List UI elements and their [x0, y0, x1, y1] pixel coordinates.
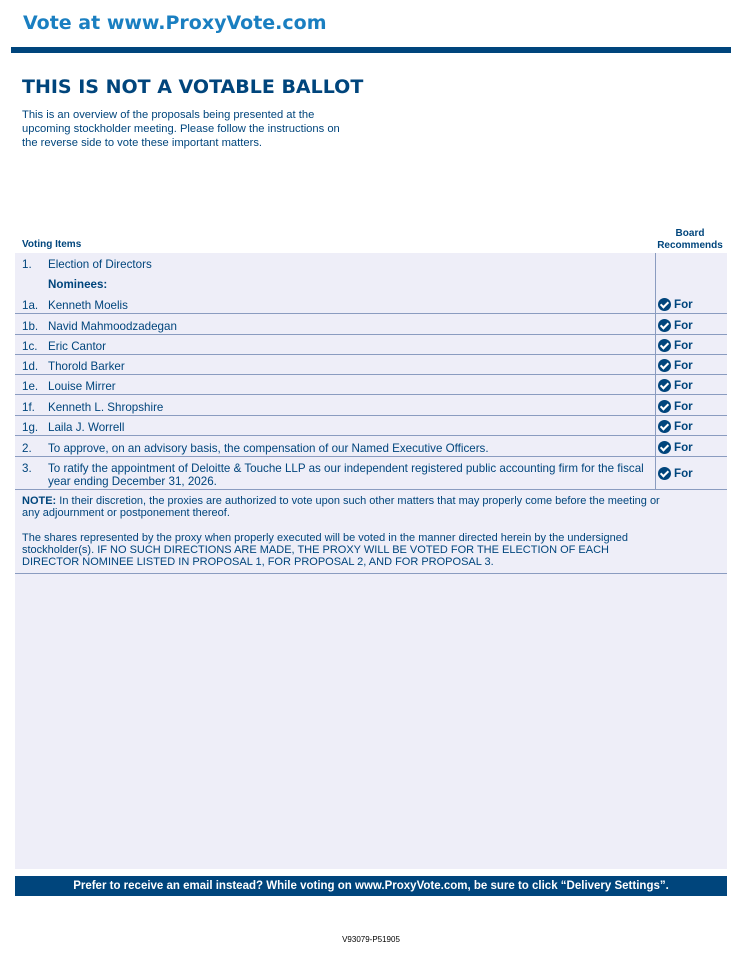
item-number: 1a. — [22, 299, 39, 312]
header-rule — [11, 47, 731, 53]
item-text: Laila J. Worrell — [48, 421, 125, 434]
proposal-row — [15, 440, 727, 457]
item-number: 2. — [22, 442, 32, 455]
note-label: NOTE: — [22, 495, 57, 507]
shares-paragraph: The shares represented by the proxy when properly executed will be voted in the manner directed herein by the undersigned stockholder(s). IF NO SUCH DIRECTIONS ARE MADE, THE PROXY WILL BE VOTED FOR THE ELECTION OF EACH DIRECTOR NOMINEE LISTED IN PROPOSAL 1, FOR PROPOSAL 2, AND FOR PROPOSAL 3. — [22, 532, 628, 568]
recommendation — [658, 400, 693, 413]
recommendation — [658, 298, 693, 311]
recommendation-text: For — [674, 298, 693, 311]
ballot-title: THIS IS NOT A VOTABLE BALLOT — [22, 76, 364, 98]
proposal-row — [15, 378, 727, 395]
item-text: To ratify the appointment of Deloitte & Touche LLP as our independent registered public accounting firm for the fiscal year ending December 31, 2026. — [48, 462, 644, 488]
recommendation-text: For — [674, 379, 693, 392]
checkmark-icon — [658, 400, 671, 413]
item-number: 3. — [22, 462, 32, 475]
item-row-1 — [15, 258, 727, 272]
intro-line: This is an overview of the proposals being presented at the — [22, 109, 315, 121]
delivery-settings-banner: Prefer to receive an email instead? While voting on www.ProxyVote.com, be sure to click “Delivery Settings”. — [15, 876, 727, 896]
proposal-row — [15, 318, 727, 335]
checkmark-icon — [658, 359, 671, 372]
checkmark-icon — [658, 467, 671, 480]
note-paragraph — [22, 495, 662, 519]
proposal-row — [15, 297, 727, 314]
recommendation — [658, 379, 693, 392]
checkmark-icon — [658, 298, 671, 311]
proposal-row — [15, 459, 727, 490]
recommendation — [658, 467, 693, 480]
proposal-row — [15, 338, 727, 355]
proposal-row — [15, 399, 727, 416]
item-text: Kenneth Moelis — [48, 299, 128, 312]
item-number: 1e. — [22, 380, 39, 393]
item-text: Kenneth L. Shropshire — [48, 401, 164, 414]
voting-items-header: Voting Items — [22, 239, 82, 250]
item-text: Thorold Barker — [48, 360, 125, 373]
recommendation-text: For — [674, 319, 693, 332]
recommendation-text: For — [674, 339, 693, 352]
document-code: V93079-P51905 — [342, 935, 400, 944]
intro-line: the reverse side to vote these important matters. — [22, 137, 263, 149]
note-divider — [15, 573, 727, 574]
recommendation — [658, 359, 693, 372]
item-text: Election of Directors — [48, 258, 152, 271]
intro-line: upcoming stockholder meeting. Please follow the instructions on — [22, 123, 340, 135]
recommendation — [658, 319, 693, 332]
nominees-row — [15, 278, 727, 292]
item-text: To approve, on an advisory basis, the compensation of our Named Executive Officers. — [48, 442, 489, 455]
proposal-row — [15, 358, 727, 375]
item-number: 1. — [22, 258, 32, 271]
note-text: In their discretion, the proxies are authorized to vote upon such other matters that may properly come before the meeting or any adjournment or postponement thereof. — [22, 495, 660, 519]
recommendation — [658, 339, 693, 352]
recommendation — [658, 441, 693, 454]
item-number: 1c. — [22, 340, 38, 353]
board-recommends-header — [653, 228, 727, 252]
board-header-line: Recommends — [657, 240, 723, 251]
proposal-row — [15, 419, 727, 436]
intro-text — [22, 108, 372, 150]
recommendation-text: For — [674, 359, 693, 372]
note-block — [22, 495, 662, 581]
checkmark-icon — [658, 339, 671, 352]
item-text: Navid Mahmoodzadegan — [48, 320, 177, 333]
recommendation-text: For — [674, 467, 693, 480]
checkmark-icon — [658, 379, 671, 392]
checkmark-icon — [658, 319, 671, 332]
nominees-label: Nominees: — [48, 278, 108, 291]
checkmark-icon — [658, 441, 671, 454]
recommendation-text: For — [674, 400, 693, 413]
item-text: Louise Mirrer — [48, 380, 116, 393]
header-title: Vote at www.ProxyVote.com — [23, 12, 327, 34]
item-number: 1g. — [22, 421, 39, 434]
recommendation-text: For — [674, 441, 693, 454]
item-number: 1d. — [22, 360, 39, 373]
recommendation-text: For — [674, 420, 693, 433]
item-text: Eric Cantor — [48, 340, 106, 353]
item-number: 1f. — [22, 401, 35, 414]
board-header-line: Board — [675, 228, 705, 239]
recommendation — [658, 420, 693, 433]
checkmark-icon — [658, 420, 671, 433]
item-number: 1b. — [22, 320, 39, 333]
